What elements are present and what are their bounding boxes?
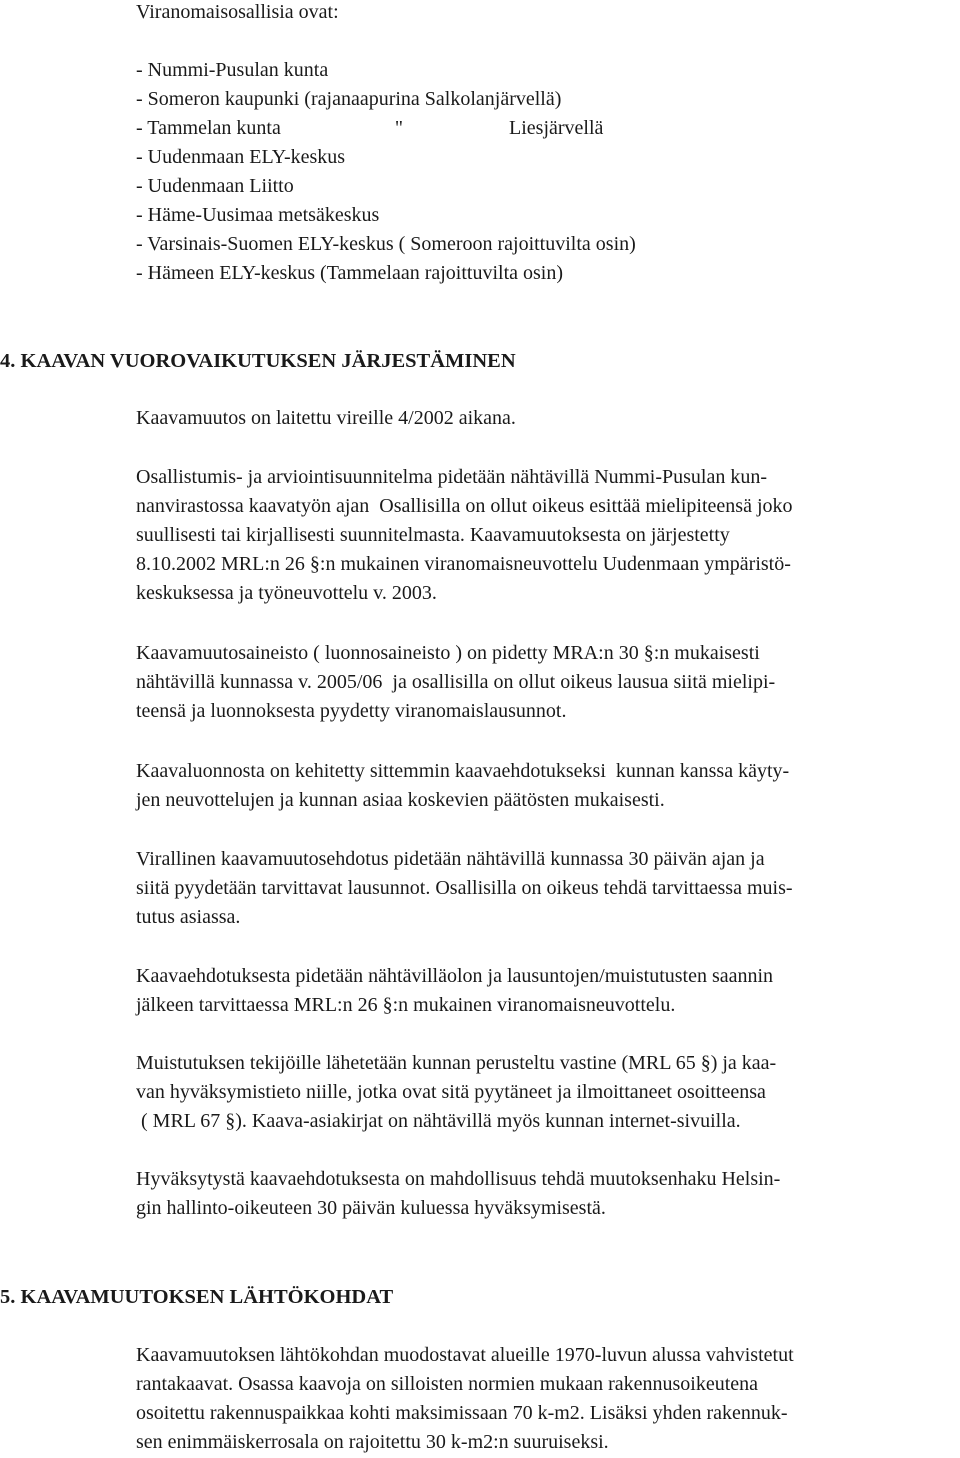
ditto-mark: ": [394, 117, 404, 139]
paragraph-line: keskuksessa ja työneuvottelu v. 2003.: [136, 582, 437, 604]
section-4-heading: 4. KAAVAN VUOROVAIKUTUKSEN JÄRJESTÄMINEN: [0, 350, 516, 372]
paragraph-line: Kaavaehdotuksesta pidetään nähtävilläolon ja lausuntojen/muistutusten saannin: [136, 965, 774, 987]
paragraph-line: jälkeen tarvittaessa MRL:n 26 §:n mukainen viranomaisneuvottelu.: [136, 994, 676, 1016]
list-item: - Someron kaupunki (rajanaapurina Salkolanjärvellä): [136, 88, 562, 110]
list-item: - Hämeen ELY-keskus (Tammelaan rajoittuvilta osin): [136, 262, 564, 284]
authorities-list: [136, 56, 636, 288]
paragraph-line: Kaavamuutoksen lähtökohdan muodostavat alueille 1970-luvun alussa vahvistetut: [136, 1344, 794, 1366]
paragraph-line: suullisesti tai kirjallisesti suunnitelmasta. Kaavamuutoksesta on järjestetty: [136, 524, 730, 546]
section-4-paragraph: [136, 639, 960, 726]
section-4-paragraph: [136, 463, 960, 608]
list-item: - Häme-Uusimaa metsäkeskus: [136, 204, 380, 226]
paragraph-line: jen neuvottelujen ja kunnan asiaa koskevien päätösten mukaisesti.: [136, 789, 665, 811]
paragraph-line: Virallinen kaavamuutosehdotus pidetään nähtävillä kunnassa 30 päivän ajan ja: [136, 848, 765, 870]
section-5-paragraph: [136, 1341, 960, 1457]
paragraph-line: nanvirastossa kaavatyön ajan Osallisilla on ollut oikeus esittää mielipiteensä joko: [136, 495, 793, 517]
paragraph-line: Kaavamuutos on laitettu vireille 4/2002 aikana.: [136, 407, 516, 429]
section-4-paragraph: [136, 1049, 960, 1136]
tammela-lake: Liesjärvellä: [509, 117, 604, 139]
paragraph-line: rantakaavat. Osassa kaavoja on silloisten normien mukaan rakennusoikeutena: [136, 1373, 759, 1395]
list-item-tammela: [136, 114, 636, 143]
section-4-paragraph: [136, 845, 960, 932]
section-4-paragraph: [136, 962, 960, 1020]
section-4-paragraph: [136, 757, 960, 815]
paragraph-line: Muistutuksen tekijöille lähetetään kunnan perusteltu vastine (MRL 65 §) ja kaa-: [136, 1052, 777, 1074]
list-item: - Varsinais-Suomen ELY-keskus ( Someroon rajoittuvilta osin): [136, 233, 636, 255]
paragraph-line: teensä ja luonnoksesta pyydetty viranomaislausunnot.: [136, 700, 567, 722]
paragraph-line: gin hallinto-oikeuteen 30 päivän kuluessa hyväksymisestä.: [136, 1197, 606, 1219]
list-item: - Uudenmaan Liitto: [136, 175, 294, 197]
section-4-paragraph: [136, 1165, 960, 1223]
paragraph-line: Kaavaluonnosta on kehitetty sittemmin kaavaehdotukseksi kunnan kanssa käyty-: [136, 760, 790, 782]
paragraph-line: Hyväksytystä kaavaehdotuksesta on mahdollisuus tehdä muutoksenhaku Helsin-: [136, 1168, 781, 1190]
paragraph-line: tutus asiassa.: [136, 906, 241, 928]
paragraph-line: osoitettu rakennuspaikkaa kohti maksimissaan 70 k-m2. Lisäksi yhden rakennuk-: [136, 1402, 788, 1424]
list-item: - Uudenmaan ELY-keskus: [136, 146, 346, 168]
paragraph-line: Kaavamuutosaineisto ( luonnosaineisto ) on pidetty MRA:n 30 §:n mukaisesti: [136, 642, 760, 664]
paragraph-line: van hyväksymistieto niille, jotka ovat sitä pyytäneet ja ilmoittaneet osoitteensa: [136, 1081, 766, 1103]
paragraph-line: siitä pyydetään tarvittavat lausunnot. Osallisilla on oikeus tehdä tarvittaessa muis-: [136, 877, 793, 899]
paragraph-line: Osallistumis- ja arviointisuunnitelma pidetään nähtävillä Nummi-Pusulan kun-: [136, 466, 768, 488]
section-4-paragraph: [136, 404, 960, 433]
paragraph-line: ( MRL 67 §). Kaava-asiakirjat on nähtävillä myös kunnan internet-sivuilla.: [136, 1110, 741, 1132]
paragraph-line: sen enimmäiskerrosala on rajoitettu 30 k-m2:n suuruiseksi.: [136, 1431, 609, 1453]
authorities-intro: Viranomaisosallisia ovat:: [136, 1, 339, 23]
paragraph-line: nähtävillä kunnassa v. 2005/06 ja osallisilla on ollut oikeus lausua siitä mielipi-: [136, 671, 776, 693]
tammela-name: - Tammelan kunta: [136, 117, 281, 139]
paragraph-line: 8.10.2002 MRL:n 26 §:n mukainen viranomaisneuvottelu Uudenmaan ympäristö-: [136, 553, 791, 575]
list-item: - Nummi-Pusulan kunta: [136, 59, 329, 81]
section-5-heading: 5. KAAVAMUUTOKSEN LÄHTÖKOHDAT: [0, 1286, 394, 1308]
